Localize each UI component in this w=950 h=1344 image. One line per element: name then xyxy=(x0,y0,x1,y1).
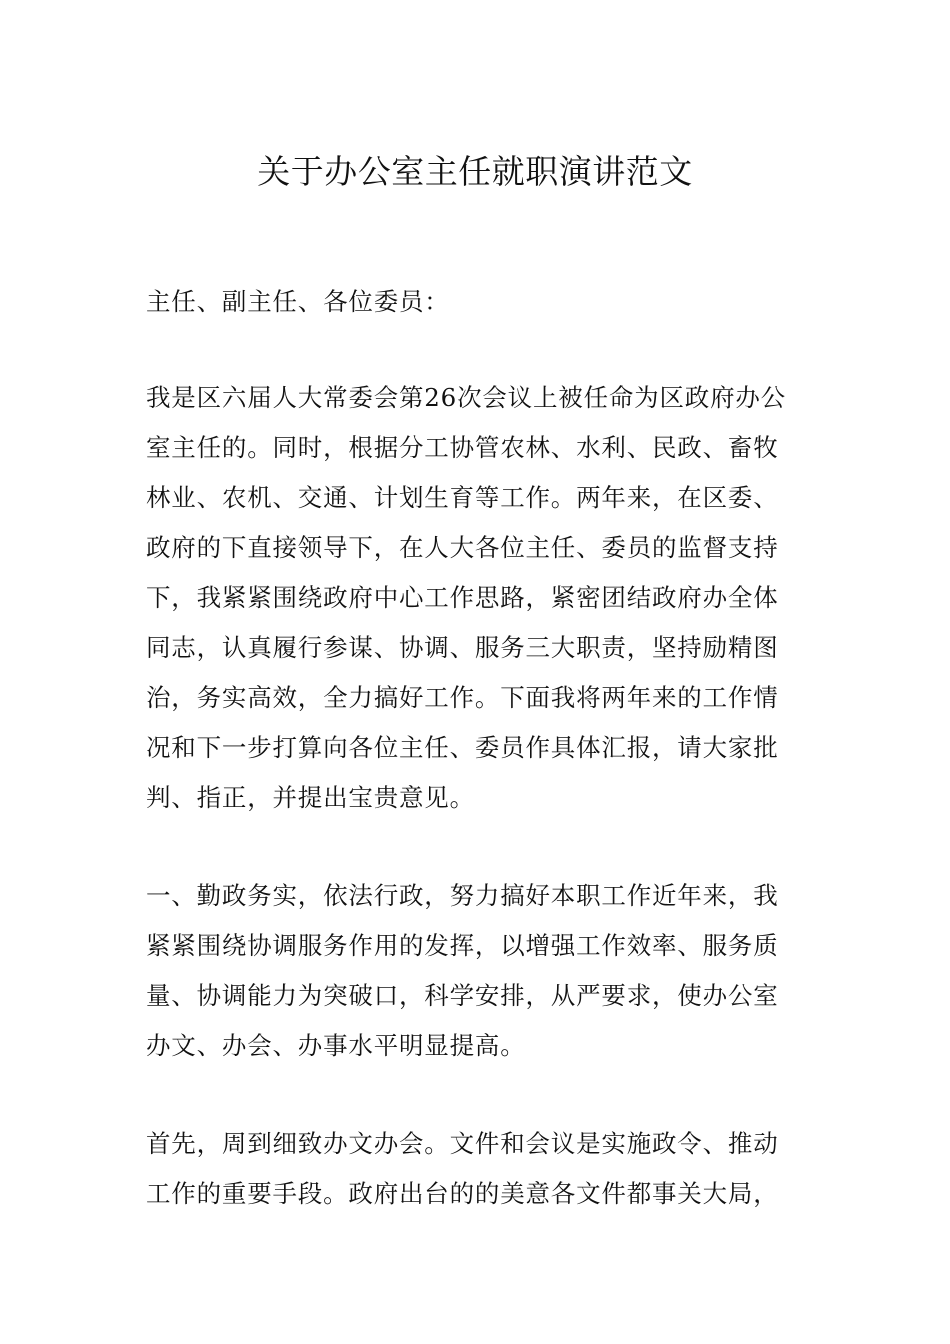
paragraph-line: 室主任的。同时，根据分工协管农林、水利、民政、畜牧 xyxy=(146,433,779,462)
paragraph-line: 下，我紧紧围绕政府中心工作思路，紧密团结政府办全体 xyxy=(146,583,779,612)
paragraph-line: 首先，周到细致办文办会。文件和会议是实施政令、推动 xyxy=(146,1129,779,1158)
greeting-line xyxy=(146,277,808,327)
paragraph-line: 工作的重要手段。政府出台的的美意各文件都事关大局， xyxy=(146,1179,779,1208)
paragraph-line: 量、协调能力为突破口，科学安排，从严要求，使办公室 xyxy=(146,981,779,1010)
paragraph-appointment xyxy=(146,373,808,823)
document-title: 关于办公室主任就职演讲范文 xyxy=(257,152,693,192)
paragraph-line: 一、勤政务实，依法行政，努力搞好本职工作近年来，我 xyxy=(146,881,779,910)
paragraph-line: 治，务实高效，全力搞好工作。下面我将两年来的工作情 xyxy=(146,683,779,712)
greeting-text: 主任、副主任、各位委员： xyxy=(146,287,450,316)
paragraph-documents-meetings xyxy=(146,1119,808,1219)
paragraph-line: 况和下一步打算向各位主任、委员作具体汇报，请大家批 xyxy=(146,733,779,762)
paragraph-line: 林业、农机、交通、计划生育等工作。两年来，在区委、 xyxy=(146,483,779,512)
paragraph-line: 同志，认真履行参谋、协调、服务三大职责，坚持励精图 xyxy=(146,633,779,662)
paragraph-line: 判、指正，并提出宝贵意见。 xyxy=(146,783,475,812)
paragraph-line: 我是区六届人大常委会第26次会议上被任命为区政府办公 xyxy=(146,383,786,412)
paragraph-line: 政府的下直接领导下，在人大各位主任、委员的监督支持 xyxy=(146,533,779,562)
paragraph-line: 办文、办会、办事水平明显提高。 xyxy=(146,1031,526,1060)
paragraph-section-one xyxy=(146,871,808,1071)
paragraph-line: 紧紧围绕协调服务作用的发挥，以增强工作效率、服务质 xyxy=(146,931,779,960)
